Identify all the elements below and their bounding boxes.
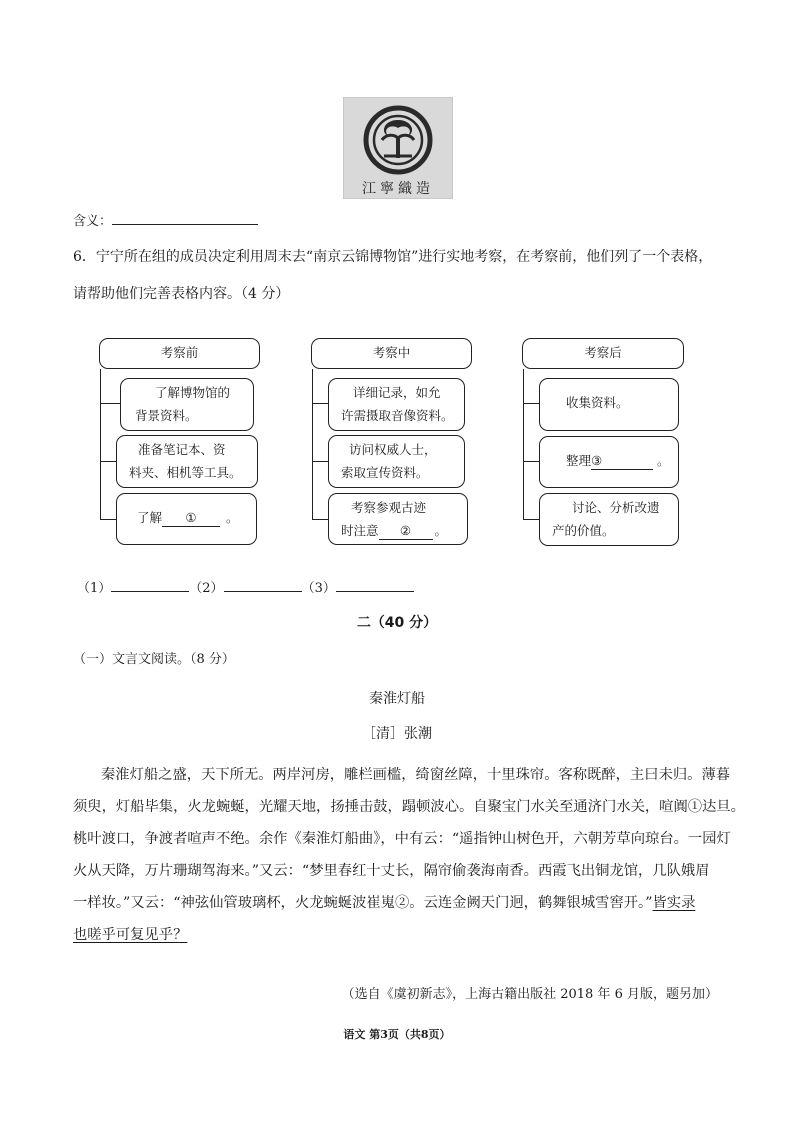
before-item-3-end: 。 [226, 510, 239, 525]
after-item-3-line1: 讨论、分析改遗 [572, 500, 660, 515]
underlined-sentence-end: 也嗟乎可复见乎？ [73, 927, 188, 943]
passage-body [73, 759, 745, 951]
passage-line: 桃叶渡口，争渡者喧声不绝。余作《秦淮灯船曲》，中有云：“遥指钟山树色开，六朝芳草向琼台。一园灯 [73, 831, 731, 847]
connector-branch [100, 403, 120, 404]
connector-branch [523, 461, 539, 462]
passage-source: （选自《虞初新志》，上海古籍出版社 2018 年 6 月版，题另加） [341, 987, 718, 1002]
connector-branch [523, 519, 539, 520]
answer-blanks [77, 577, 414, 599]
meaning-label: 含义： [73, 214, 113, 229]
passage-line: 秦淮灯船之盛，天下所无。两岸河房，雕栏画槛，绮窗丝障，十里珠帘。客称既醉，主曰未归。薄暮 [101, 767, 731, 783]
connector-branch [312, 519, 328, 520]
blank-2-marker[interactable]: ② [379, 523, 433, 540]
during-item-3-text: 时注意 [341, 523, 379, 538]
during-item-1 [328, 378, 465, 431]
during-item-2-line2: 索取宣传资料。 [341, 465, 429, 480]
before-item-2-line1: 准备笔记本、资 [138, 442, 226, 457]
blank-3-marker[interactable]: ③ [591, 453, 653, 470]
during-item-3-end: 。 [434, 523, 448, 538]
column-header-before: 考察前 [99, 338, 260, 369]
connector-vertical [100, 369, 101, 520]
connector-branch [100, 519, 116, 520]
passage-line: 须臾，灯船毕集，火龙蜿蜒，光耀天地，扬捶击鼓，蹋顿波心。自聚宝门水关至通济门水关，喧阗①达旦。 [73, 799, 745, 815]
during-item-3 [328, 493, 468, 545]
before-item-1 [120, 378, 254, 431]
connector-branch [312, 461, 328, 462]
answer-3-label: （3） [301, 581, 336, 596]
passage-author: ［清］张潮 [362, 726, 432, 742]
before-item-2-line2: 料夹、相机等工具。 [129, 465, 242, 480]
page-footer: 语文 第3页（共8页） [343, 1028, 451, 1041]
before-item-1-line2: 背景资料。 [135, 408, 198, 423]
during-item-3-line1: 考察参观古迹 [351, 500, 427, 515]
passage-title: 秦淮灯船 [369, 691, 425, 707]
connector-branch [523, 403, 539, 404]
seal-image [343, 97, 453, 199]
during-item-2 [328, 435, 465, 488]
section-2-title: 二（40 分） [356, 615, 438, 631]
before-item-3 [116, 493, 257, 545]
answer-2-blank[interactable] [224, 577, 302, 592]
before-item-1-line1: 了解博物馆的 [155, 385, 231, 400]
meaning-blank[interactable] [112, 210, 258, 225]
during-item-2-line1: 访问权威人士， [349, 442, 437, 457]
before-item-3-text: 了解 [137, 510, 163, 525]
answer-3-blank[interactable] [336, 577, 414, 592]
blank-1-marker[interactable]: ① [162, 510, 220, 527]
passage-line: 火从天降，万片珊瑚驾海来。”又云：“梦里春红十丈长，隔帘偷袭海南香。西霞飞出铜龙馆，几队娥眉 [73, 863, 710, 879]
question-6-line2: 请帮助他们完善表格内容。（4 分） [73, 286, 290, 302]
after-item-3-line2: 产的价值。 [552, 523, 615, 538]
seal-caption: 江寧織造 [362, 181, 434, 197]
meaning-line [73, 210, 258, 232]
subsection-1-label: （一）文言文阅读。（8 分） [73, 652, 235, 667]
connector-vertical [523, 369, 524, 520]
during-item-1-line2: 许需摄取音像资料。 [341, 408, 454, 423]
connector-branch [312, 403, 328, 404]
column-header-during: 考察中 [311, 338, 472, 369]
column-header-after: 考察后 [522, 338, 684, 369]
connector-branch [100, 461, 116, 462]
after-item-2-end: 。 [657, 453, 670, 468]
after-item-2-text: 整理 [566, 453, 592, 468]
answer-1-blank[interactable] [111, 577, 189, 592]
answer-2-label: （2） [189, 581, 224, 596]
connector-vertical [312, 369, 313, 520]
answer-1-label: （1） [77, 581, 112, 596]
passage-line: 一样妆。”又云：“神弦仙管玻璃杯，火龙蜿蜒波崔嵬②。云连金阙天门迥，鹤舞银城雪窖开。” [73, 895, 653, 911]
question-6-line1: 6．宁宁所在组的成员决定利用周末去“南京云锦博物馆”进行实地考察，在考察前，他们列了一个表格， [73, 249, 713, 265]
after-item-3 [539, 493, 679, 546]
after-item-2 [539, 436, 679, 488]
underlined-sentence-start: 皆实录 [652, 895, 696, 911]
during-item-1-line1: 详细记录，如允 [353, 385, 441, 400]
after-item-1: 收集资料。 [539, 378, 679, 431]
before-item-2 [116, 435, 258, 488]
